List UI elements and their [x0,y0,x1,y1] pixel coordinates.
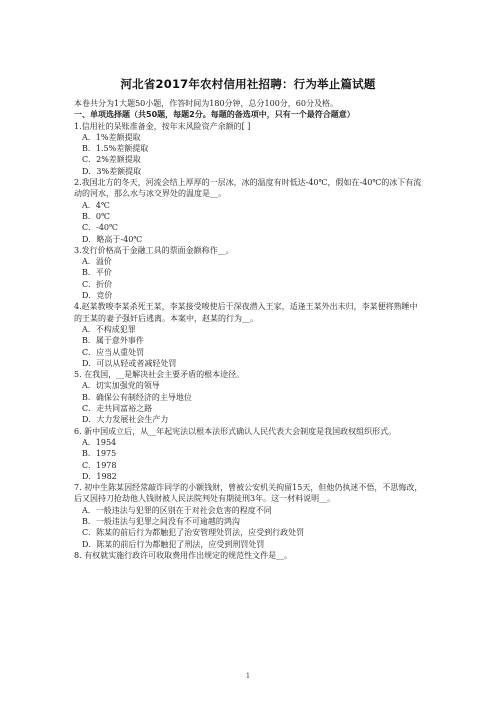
answer-option: D．可以从轻或者减轻处罚 [82,358,177,368]
answer-option: D．陈某的前后行为都触犯了刑法，应受到刑罚处罚 [82,539,265,549]
answer-option: D．大力发展社会生产力 [82,415,169,425]
page-number: 1 [245,672,251,680]
question-item [74,482,424,550]
exam-intro: 本卷共分为1大题50小题，作答时间为180分钟，总分100分，60分及格。 [74,99,338,108]
answer-option: D．3%差额提取 [82,166,142,176]
answer-option: C．陈某的前后行为都触犯了治安管理处罚法，应受到行政处罚 [82,528,305,538]
answer-option: A．一般违法与犯罪的区别在于对社会危害的程度不同 [82,505,272,515]
question-item [74,121,424,177]
answer-option: B．平价 [82,268,112,278]
answer-option: A．不构成犯罪 [82,324,136,334]
answer-option: C．2%差额提取 [82,155,141,165]
answer-option: D．竞价 [82,291,113,301]
question-list [74,121,424,562]
answer-option: C．-40℃ [82,223,118,233]
question-item [74,369,424,425]
question-item [74,177,424,245]
document-title: 河北省2017年农村信用社招聘：行为举止篇试题 [120,77,376,91]
answer-option: C．应当从重处罚 [82,347,145,357]
question-text: 6. 新中国成立后，从__年起宪法以根本法形式确认人民代表大会制度是我国政权组织形式。 [74,426,397,436]
answer-option: C．走共同富裕之路 [82,404,153,414]
question-item [74,426,424,482]
answer-option: A．4℃ [82,200,110,210]
answer-option: C．1978 [82,460,117,470]
question-item [74,301,424,369]
section-heading: 一、单项选择题（共50题，每题2分。每题的备选项中，只有一个最符合题意） [74,110,355,120]
question-text: 4.赵某教唆李某杀死王某，李某接受唆使后于深夜潜入王家，适逢王某外出未归，李某便将熟睡中的王某的妻子强奸后逃离。本案中，赵某的行为__。 [74,302,418,323]
answer-option: B．0℃ [82,211,110,221]
question-text: 5. 在我国，__是解决社会主要矛盾的根本途径。 [74,370,245,380]
question-item [74,550,424,561]
answer-option: D．略高于-40℃ [82,234,143,244]
answer-option: A．1%差额提取 [82,132,141,142]
answer-option: B．属于意外事件 [82,336,144,346]
document-body [74,98,424,561]
answer-option: B．1.5%差额提取 [82,144,149,154]
answer-option: A．1954 [82,437,117,447]
question-text: 3.发行价格高于金融工具的票面金额称作__。 [74,245,234,255]
question-text: 2.我国北方的冬天，河流会结上厚厚的一层冰，冰的温度有时低达-40℃，假如在-40℃的冰下有流动的河水，那么水与冰交界处的温度是__。 [74,178,422,199]
question-text: 8. 有权就实施行政许可收取费用作出规定的规范性文件是__。 [74,550,293,560]
answer-option: D．1982 [82,471,117,481]
question-text: 1.信用社的呆账准备金，按年末风险资产余额的[ ] [74,121,251,131]
answer-option: B．一般违法与犯罪之间没有不可逾越的鸿沟 [82,516,240,526]
question-item [74,245,424,301]
answer-option: B．1975 [82,449,117,459]
answer-option: B．确保公有制经济的主导地位 [82,392,192,402]
question-text: 7. 初中生陈某因经常敲诈同学的小额钱财，曾被公安机关拘留15天，但他仍执迷不悟，不思悔改，后又因持刀抢劫他人钱财被人民法院判处有期徒刑3年。这一材料说明__。 [74,483,423,504]
answer-option: A．切实加强党的领导 [82,381,160,391]
answer-option: A．溢价 [82,257,112,267]
answer-option: C．折价 [82,279,113,289]
